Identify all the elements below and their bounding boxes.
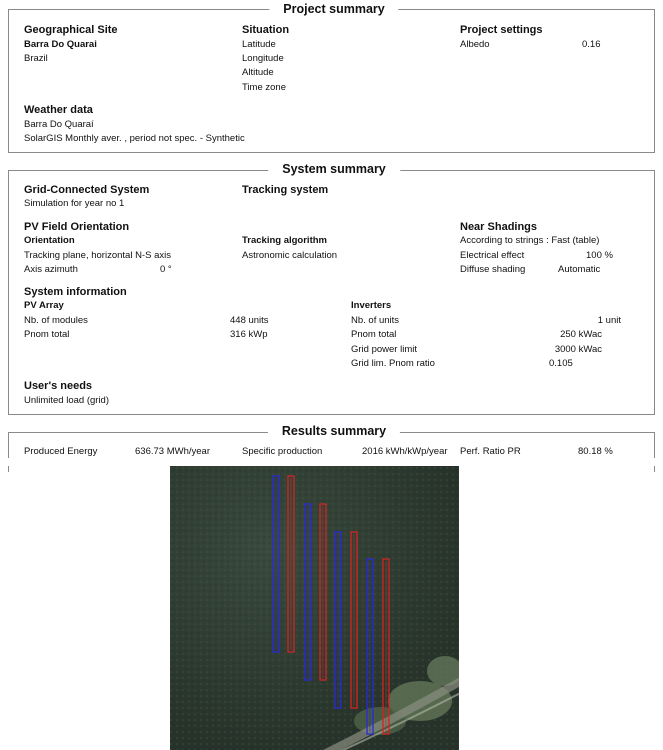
- project-settings-heading: Project settings: [460, 24, 543, 36]
- geo-site-country: Brazil: [24, 53, 48, 64]
- modules-label: Nb. of modules: [24, 315, 88, 326]
- grid-ratio-value: 0.105: [549, 358, 573, 369]
- inverter-pnom-value: 250 kWac: [560, 329, 602, 340]
- tracking-system-heading: Tracking system: [242, 184, 329, 196]
- near-shadings-heading: Near Shadings: [460, 221, 538, 233]
- specific-production-label: Specific production: [242, 446, 323, 457]
- project-summary-title: Project summary: [269, 2, 398, 16]
- system-summary-title: System summary: [268, 162, 400, 176]
- satellite-view: [170, 466, 459, 750]
- near-shadings-mode: According to strings : Fast (table): [460, 235, 600, 246]
- specific-production-value: 2016 kWh/kWp/year: [362, 446, 448, 457]
- tracking-algorithm-heading: Tracking algorithm: [242, 235, 327, 246]
- grid-ratio-label: Grid lim. Pnom ratio: [351, 358, 435, 369]
- situation-altitude: Altitude: [242, 67, 274, 78]
- inverter-pnom-label: Pnom total: [351, 329, 397, 340]
- pv-orientation-heading: PV Field Orientation: [24, 221, 130, 233]
- diffuse-shading-value: Automatic: [558, 264, 601, 275]
- orientation-text: Tracking plane, horizontal N-S axis: [24, 250, 171, 261]
- grid-connected-heading: Grid-Connected System: [24, 184, 150, 196]
- satellite-layout-image: [170, 466, 459, 750]
- weather-heading: Weather data: [24, 104, 93, 116]
- situation-timezone: Time zone: [242, 82, 286, 93]
- page-cut-off: [0, 458, 663, 466]
- produced-energy-label: Produced Energy: [24, 446, 98, 457]
- inverters-heading: Inverters: [351, 300, 392, 311]
- perf-ratio-value: 80.18 %: [578, 446, 613, 457]
- grid-limit-label: Grid power limit: [351, 344, 417, 355]
- geo-site-name: Barra Do Quarai: [24, 39, 97, 50]
- weather-source: SolarGIS Monthly aver. , period not spec. - Synthetic: [24, 133, 245, 144]
- users-needs-text: Unlimited load (grid): [24, 395, 110, 406]
- situation-longitude: Longitude: [242, 53, 284, 64]
- array-pnom-label: Pnom total: [24, 329, 70, 340]
- produced-energy-value: 636.73 MWh/year: [135, 446, 210, 457]
- axis-azimuth-label: Axis azimuth: [24, 264, 78, 275]
- albedo-label: Albedo: [460, 39, 490, 50]
- results-summary-title: Results summary: [268, 424, 400, 438]
- array-pnom-value: 316 kWp: [230, 329, 268, 340]
- simulation-year: Simulation for year no 1: [24, 198, 125, 209]
- weather-site: Barra Do Quaraí: [24, 119, 94, 130]
- inverter-units-label: Nb. of units: [351, 315, 400, 326]
- tracking-algorithm-text: Astronomic calculation: [242, 250, 338, 261]
- perf-ratio-label: Perf. Ratio PR: [460, 446, 521, 457]
- situation-latitude: Latitude: [242, 39, 276, 50]
- situation-heading: Situation: [242, 24, 290, 36]
- electrical-effect-label: Electrical effect: [460, 250, 525, 261]
- diffuse-shading-label: Diffuse shading: [460, 264, 526, 275]
- modules-value: 448 units: [230, 315, 269, 326]
- inverter-units-value: 1 unit: [597, 315, 621, 326]
- axis-azimuth-value: 0 °: [160, 264, 172, 275]
- geo-site-heading: Geographical Site: [24, 24, 118, 36]
- orientation-subheading: Orientation: [24, 235, 75, 246]
- users-needs-heading: User's needs: [24, 380, 93, 392]
- grid-limit-value: 3000 kWac: [554, 344, 602, 355]
- electrical-effect-value: 100 %: [586, 250, 613, 261]
- system-info-heading: System information: [24, 286, 127, 298]
- albedo-value: 0.16: [582, 39, 601, 50]
- pv-array-heading: PV Array: [24, 300, 64, 311]
